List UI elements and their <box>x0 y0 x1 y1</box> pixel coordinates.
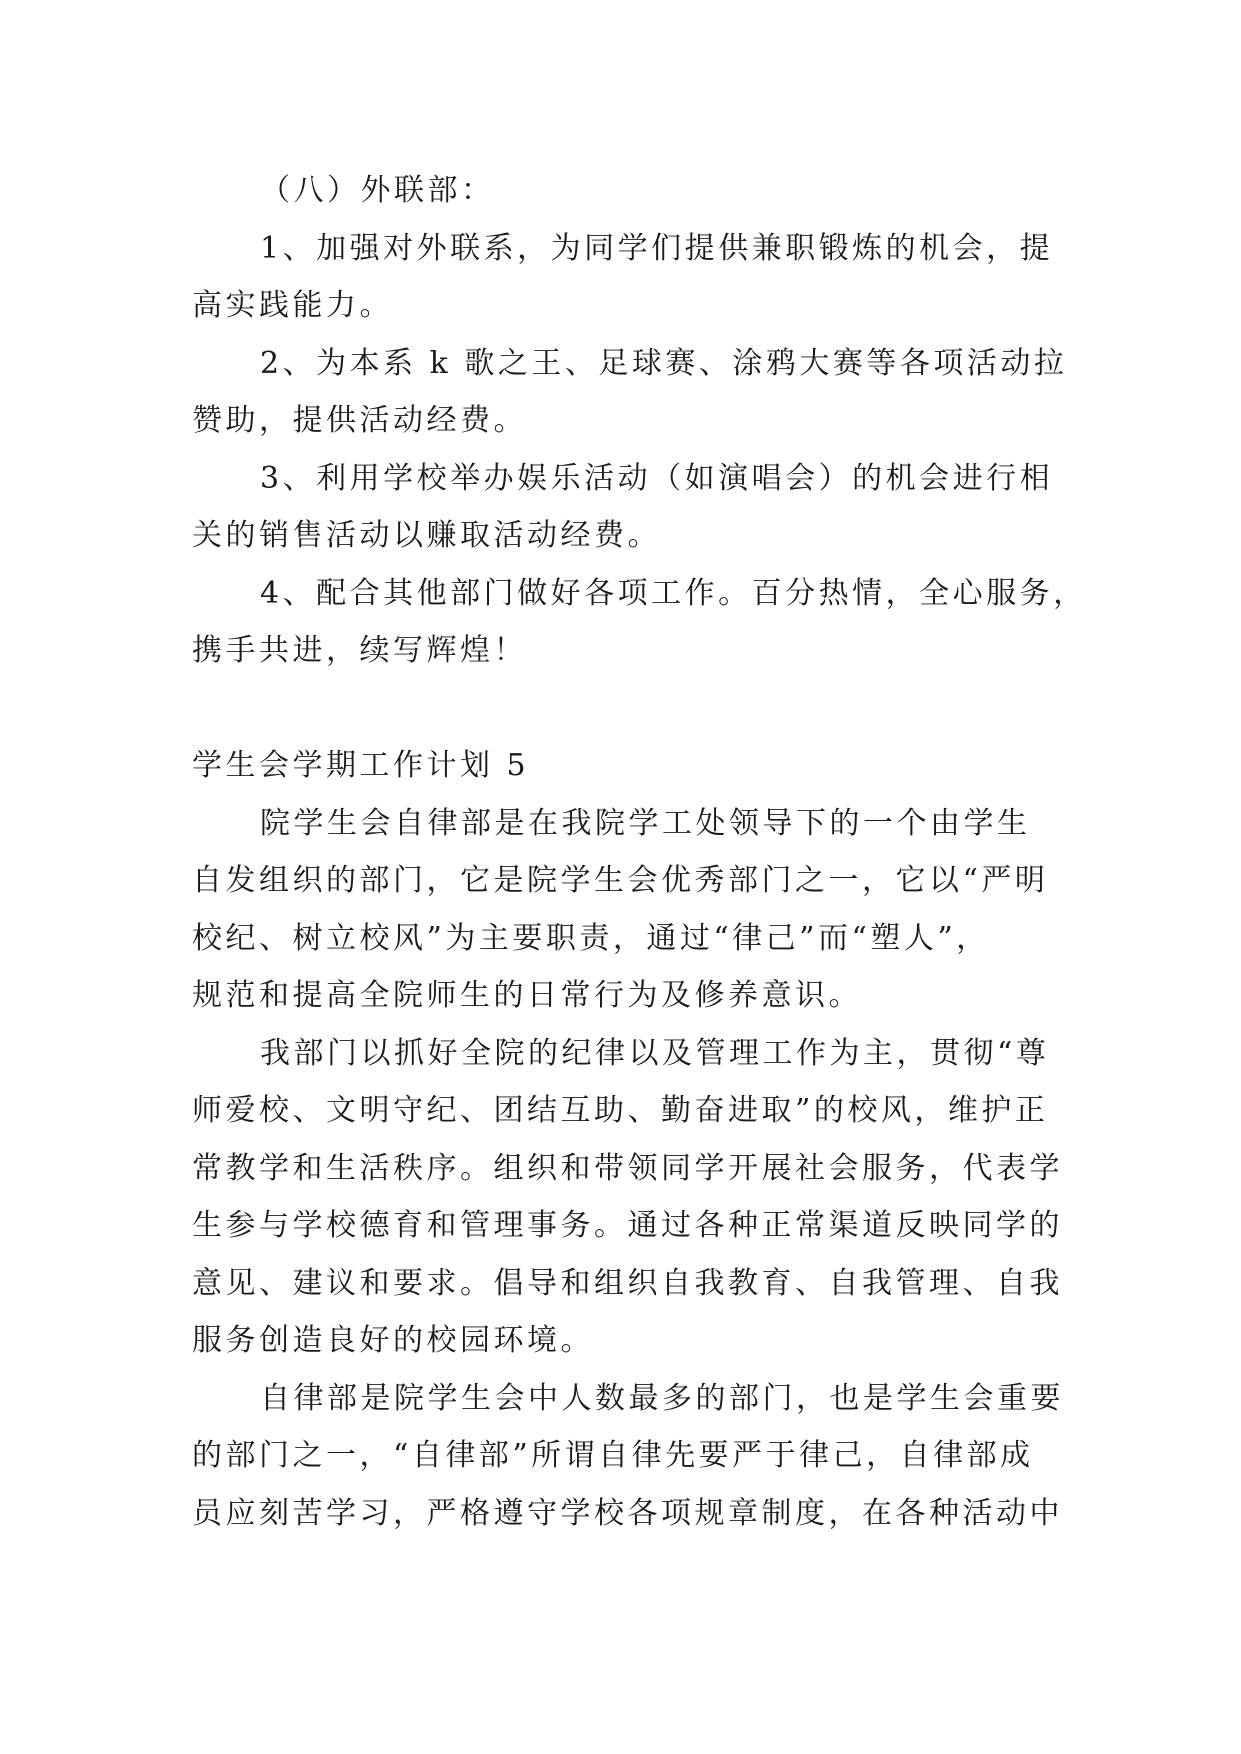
spacer <box>192 680 1054 738</box>
list-item: 1、加强对外联系，为同学们提供兼职锻炼的机会，提 高实践能力。 <box>192 230 1054 323</box>
page-title: 学生会学期工作计划 5 <box>192 748 530 783</box>
section-heading: （八）外联部： <box>260 173 495 208</box>
list-item: 4、配合其他部门做好各项工作。百分热情，全心服务， 携手共进，续写辉煌！ <box>192 575 1087 668</box>
list-item: 2、为本系 k 歌之王、足球赛、涂鸦大赛等各项活动拉 赞助，提供活动经费。 <box>192 345 1068 438</box>
paragraph: 院学生会自律部是在我院学工处领导下的一个由学生 自发组织的部门，它是院学生会优秀部门之一，它以“严明 校纪、树立校风”为主要职责，通过“律己”而“塑人”， 规范和提高全院师生的日常行为及修养意识。 <box>192 805 1049 1013</box>
list-item: 3、利用学校举办娱乐活动（如演唱会）的机会进行相 关的销售活动以赚取活动经费。 <box>192 460 1054 553</box>
document-body <box>192 162 1087 1542</box>
paragraph: 自律部是院学生会中人数最多的部门，也是学生会重要 的部门之一，“自律部”所谓自律先要严于律己，自律部成 员应刻苦学习，严格遵守学校各项规章制度，在各种活动中 <box>192 1380 1064 1531</box>
paragraph: 我部门以抓好全院的纪律以及管理工作为主，贯彻“尊 师爱校、文明守纪、团结互助、勤奋进取”的校风，维护正 常教学和生活秩序。组织和带领同学开展社会服务，代表学 生参与学校德育和管理事务。通过各种正常渠道反映同学的 意见、建议和要求。倡导和组织自我教育、自我管理、自我 服务创造良好的校园环境。 <box>192 1035 1063 1358</box>
